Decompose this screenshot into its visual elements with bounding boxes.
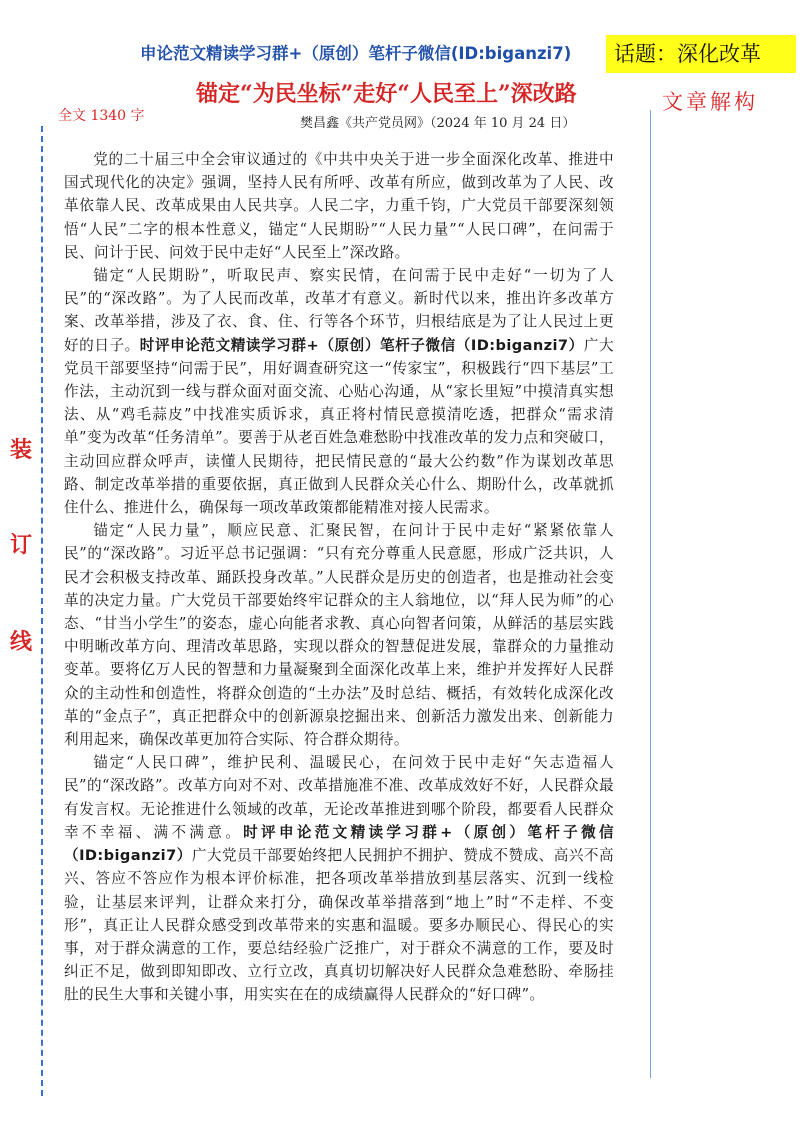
byline: 樊昌鑫《共产党员网》（2024 年 10 月 24 日） [300,116,576,131]
paragraph-text: 锚定“人民期盼”，听取民声、察实民情，在问需于民中走好“一切为了人民”的“深改路”。为了人民而改革，改革才有意义。新时代以来，推出许多改革方案、改革举措，涉及了衣、食、住、行等各个环节，归根结底是为了让人民过上更好的日子。 [64,267,614,354]
binding-char: 装 [9,437,32,463]
binding-dashed-line [41,126,43,1096]
topic-badge: 话题：深化改革 [606,35,796,73]
binding-char: 订 [9,532,32,558]
header-banner: 申论范文精读学习群+（原创）笔杆子微信(ID:biganzi7) [140,44,572,63]
paragraph-text: 锚定“人民力量”，顺应民意、汇聚民智，在问计于民中走好“紧紧依靠人民”的“深改路”。习近平总书记强调：“只有充分尊重人民意愿，形成广泛共识，人民才会积极支持改革、踊跃投身改革。”人民群众是历史的创造者，也是推动社会变革的决定力量。广大党员干部要始终牢记群众的主人翁地位，以“拜人民为师”的心态、“甘当小学生”的姿态，虚心向能者求教、真心向智者问策，从鲜活的基层实践中明晰改革方向、理清改革思路，实现以群众的智慧促进发展，靠群众的力量推动变革。要将亿万人民的智慧和力量凝聚到全面深化改革上来，维护并发挥好人民群众的主动性和创造性，将群众创造的“土办法”及时总结、概括，有效转化成深化改革的“金点子”，真正把群众中的创新源泉挖掘出来、创新活力激发出来、创新能力利用起来，确保改革更加符合实际、符合群众期待。 [64,522,614,749]
margin-rule [650,110,651,1078]
article-body [64,148,614,1007]
promo-inline-text: 时评申论范文精读学习群+（原创）笔杆子微信（ID:biganzi7） [64,823,614,865]
paragraph-text: 锚定“人民口碑”，维护民利、温暖民心，在问效于民中走好“矢志造福人民”的“深改路”。改革方向对不对、改革措施准不准、改革成效好不好，人民群众最有发言权。无论推进什么领域的改革，无论改革推进到哪个阶段，都要看人民群众幸不幸福、满不满意。 [64,754,614,841]
article-paragraph [64,751,614,1006]
article-paragraph [64,264,614,519]
article-paragraph [64,148,614,264]
paragraph-text: 广大党员干部要坚持“问需于民”，用好调查研究这一“传家宝”，积极践行“四下基层”工作法，主动沉到一线与群众面对面交流、心贴心沟通，从“家长里短”中摸清真实想法、从“鸡毛蒜皮”中找准实质诉求，真正将村情民意摸清吃透，把群众“需求清单”变为改革“任务清单”。要善于从老百姓急难愁盼中找准改革的发力点和突破口，主动回应群众呼声，读懂人民期待，把民情民意的“最大公约数”作为谋划改革思路、制定改革举措的重要依据，真正做到人民群众关心什么、期盼什么，改革就抓住什么、推进什么，确保每一项改革政策都能精准对接人民需求。 [64,336,614,517]
article-title: 锚定“为民坐标”走好“人民至上”深改路 [196,81,577,107]
word-count: 全文 1340 字 [58,108,145,124]
article-paragraph [64,519,614,751]
paragraph-text: 党的二十届三中全会审议通过的《中共中央关于进一步全面深化改革、推进中国式现代化的决定》强调，坚持人民有所呼、改革有所应，做到改革为了人民、改革依靠人民、改革成果由人民共享。人民二字，力重千钧，广大党员干部要深刻领悟“人民”二字的根本性意义，锚定“人民期盼”“人民力量”“人民口碑”，在问需于民、问计于民、问效于民中走好“人民至上”深改路。 [64,151,614,261]
promo-inline-text: 时评申论范文精读学习群+（原创）笔杆子微信（ID:biganzi7） [139,336,584,354]
analysis-label: 文章解构 [662,90,758,114]
paragraph-text: 广大党员干部要始终把人民拥护不拥护、赞成不赞成、高兴不高兴、答应不答应作为根本评价标准，把各项改革举措放到基层落实、沉到一线检验，让基层来评判，让群众来打分，确保改革举措落到“地上”时“不走样、不变形”，真正让人民群众感受到改革带来的实惠和温暖。要多办顺民心、得民心的实事，对于群众满意的工作，要总结经验广泛推广，对于群众不满意的工作，要及时纠正不足，做到即知即改、立行立改，真真切切解决好人民群众急难愁盼、牵肠挂肚的民生大事和关键小事，用实实在在的成绩赢得人民群众的“好口碑”。 [64,847,614,1004]
binding-char: 线 [9,629,32,655]
